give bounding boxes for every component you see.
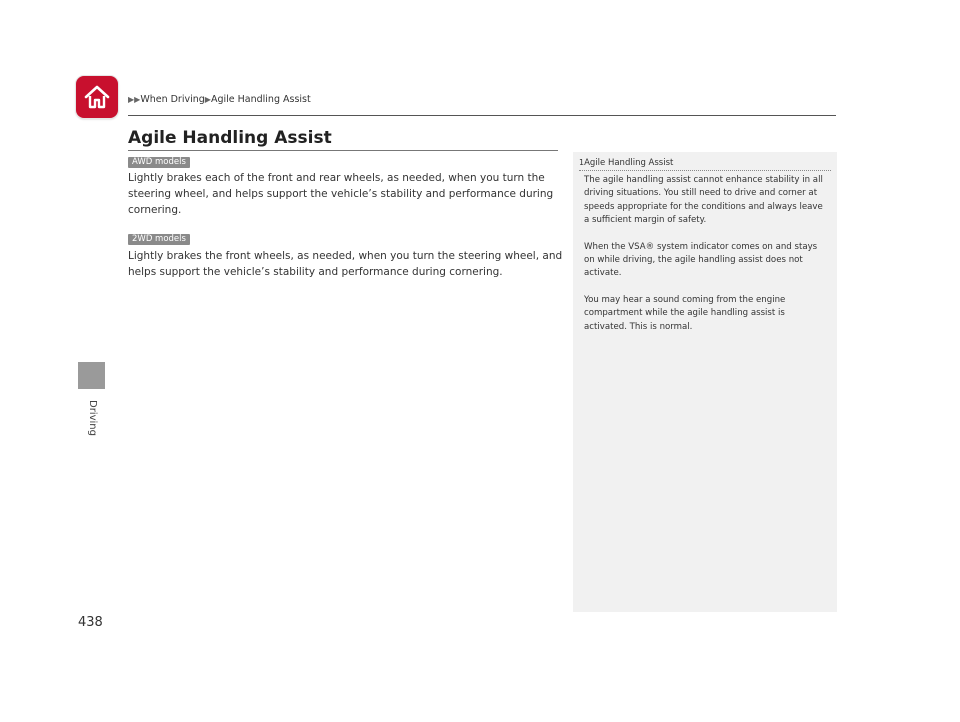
page-title: Agile Handling Assist xyxy=(128,128,332,148)
section-label: Driving xyxy=(87,400,98,436)
breadcrumb-separator: ▶ xyxy=(204,95,211,104)
note-paragraph: The agile handling assist cannot enhance stability in all driving situations. You still need to drive and corner at speeds appropriate for the conditions and always leave a sufficient margin of safety. xyxy=(584,175,823,226)
note-marker: 1 xyxy=(579,158,585,167)
home-icon xyxy=(83,83,111,111)
note-paragraph: When the VSA® system indicator comes on and stays on while driving, the agile handling assist does not activate. xyxy=(584,241,818,279)
2wd-models-badge: 2WD models xyxy=(128,234,190,245)
note-body xyxy=(584,174,829,347)
note-heading-text: Agile Handling Assist xyxy=(584,158,674,168)
note-paragraph: You may hear a sound coming from the engine compartment while the agile handling assist is activated. This is normal. xyxy=(584,294,786,332)
home-button[interactable] xyxy=(76,76,118,118)
section-tab-marker[interactable] xyxy=(78,362,105,389)
title-divider xyxy=(128,150,558,151)
awd-models-badge: AWD models xyxy=(128,157,190,168)
breadcrumb xyxy=(128,94,311,105)
note-divider xyxy=(579,170,831,171)
page-number: 438 xyxy=(78,615,103,630)
note-heading xyxy=(579,158,673,168)
awd-description: Lightly brakes each of the front and rear wheels, as needed, when you turn the steering wheel, and helps support the vehicle’s stability and performance during cornering. xyxy=(128,172,554,216)
2wd-description: Lightly brakes the front wheels, as needed, when you turn the steering wheel, and helps support the vehicle’s stability and performance during cornering. xyxy=(128,250,563,278)
breadcrumb-arrows: ▶▶ xyxy=(128,95,141,104)
header-divider xyxy=(128,115,836,116)
breadcrumb-item-current: Agile Handling Assist xyxy=(210,94,311,105)
breadcrumb-item-when-driving[interactable]: When Driving xyxy=(140,94,205,105)
